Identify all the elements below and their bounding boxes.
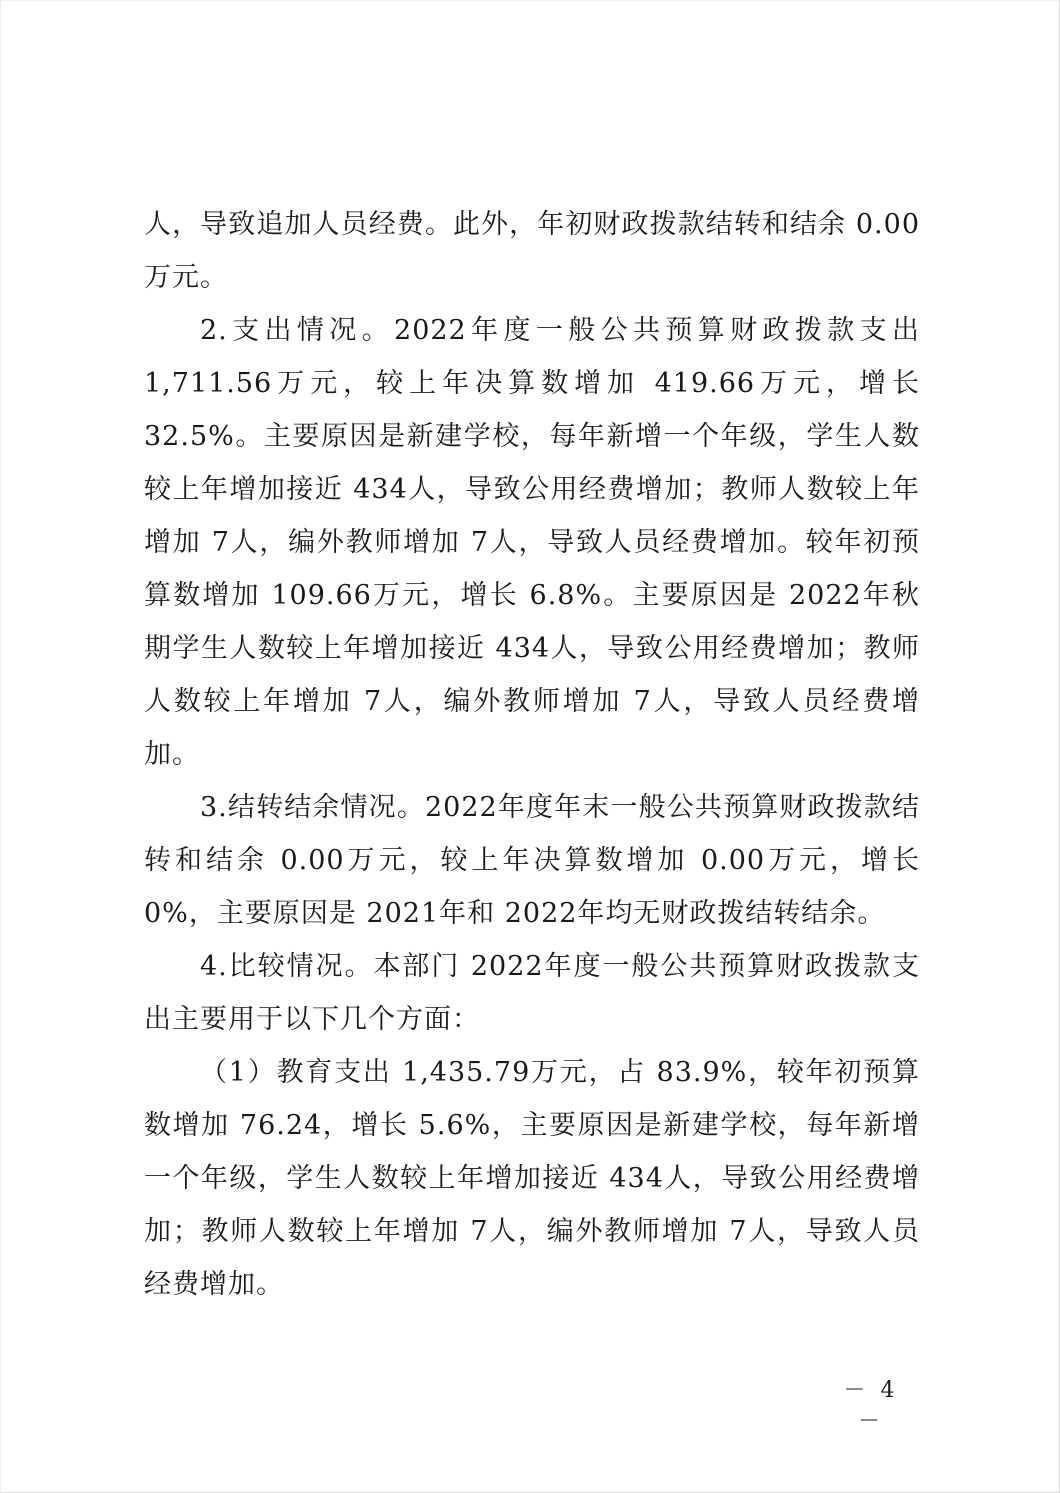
body-text [144,198,920,1311]
paragraph-comparison: 4.比较情况。本部门 2022年度一般公共预算财政拨款支出主要用于以下几个方面： [144,951,920,1035]
paragraph-carryover: 3.结转结余情况。2022年度年末一般公共预算财政拨款结转和结余 0.00万元，较上年决算数增加 0.00万元，增长 0%，主要原因是 2021年和 2022年均无财政拨结转结余。 [144,792,920,929]
paragraph-continuation: 人，导致追加人员经费。此外，年初财政拨款结转和结余 0.00万元。 [144,209,920,293]
page-number: － 4 － [843,1378,899,1434]
paragraph-expenditure: 2.支出情况。2022年度一般公共预算财政拨款支出 1,711.56万元，较上年决算数增加 419.66万元，增长 32.5%。主要原因是新建学校，每年新增一个年级，学生人数较上年增加接近 434人，导致公用经费增加；教师人数较上年增加 7人，编外教师增加 7人，导致人员经费增加。较年初预算数增加 109.66万元，增长 6.8%。主要原因是 2022年秋期学生人数较上年增加接近 434人，导致公用经费增加；教师人数较上年增加 7人，编外教师增加 7人，导致人员经费增加。 [144,315,920,770]
paragraph-education-expenditure: （1）教育支出 1,435.79万元，占 83.9%，较年初预算数增加 76.24，增长 5.6%，主要原因是新建学校，每年新增一个年级，学生人数较上年增加接近 434人，导致公用经费增加；教师人数较上年增加 7人，编外教师增加 7人，导致人员经费增加。 [144,1057,920,1300]
